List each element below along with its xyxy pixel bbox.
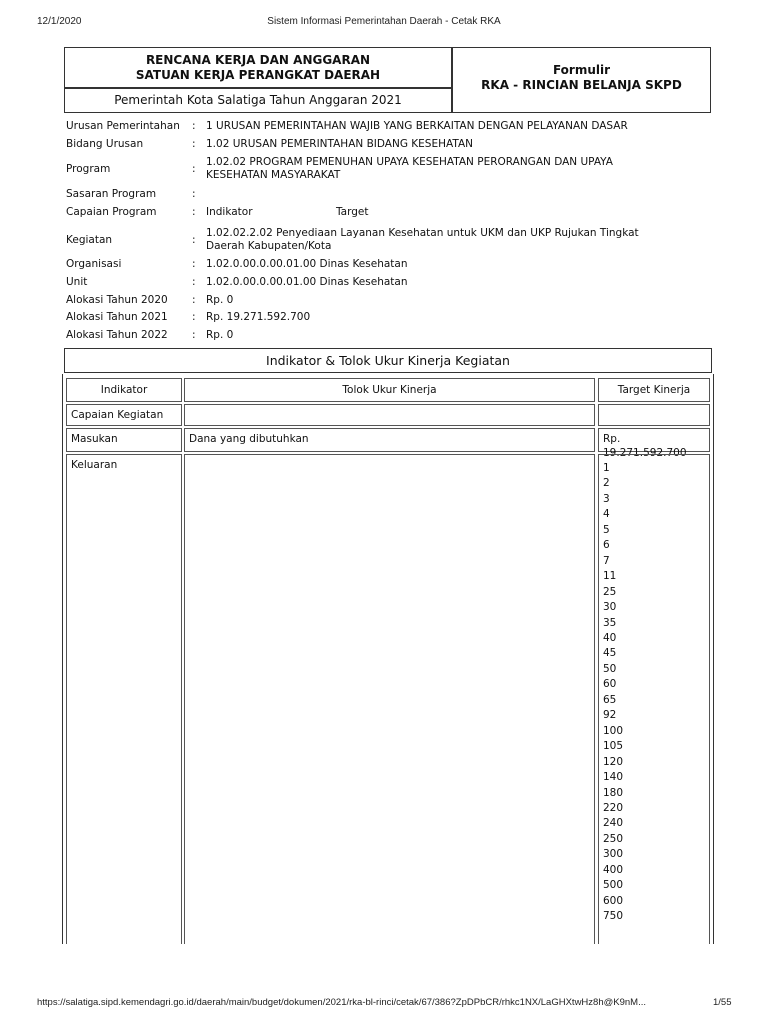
info-colon: : (192, 138, 196, 150)
table-row-keluaran-tolok (184, 454, 595, 944)
info-label: Urusan Pemerintahan (66, 120, 180, 132)
info-value: 1.02.02 PROGRAM PEMENUHAN UPAYA KESEHATAN PERORANGAN DAN UPAYA KESEHATAN MASYARAKAT (206, 156, 613, 181)
table-row-capaian-indikator: Capaian Kegiatan (66, 404, 182, 426)
form-label: Formulir (552, 63, 611, 77)
list-item: 45 (603, 647, 617, 660)
keluaran-target-list (603, 461, 705, 925)
list-item: 11 (603, 570, 617, 583)
form-name-box (452, 47, 711, 113)
info-value: 1.02 URUSAN PEMERINTAHAN BIDANG KESEHATAN (206, 138, 474, 150)
list-item: 120 (603, 755, 624, 768)
list-item: 5 (603, 523, 610, 536)
info-colon: : (192, 163, 196, 175)
info-label: Alokasi Tahun 2020 (66, 294, 168, 306)
list-item: 240 (603, 817, 624, 830)
info-label: Organisasi (66, 258, 122, 270)
info-colon: : (192, 258, 196, 270)
list-item: 220 (603, 801, 624, 814)
info-colon: : (192, 294, 196, 306)
list-item: 400 (603, 863, 624, 876)
list-item: 180 (603, 786, 624, 799)
list-item: 60 (603, 678, 617, 691)
info-label: Bidang Urusan (66, 138, 144, 150)
list-item: 40 (603, 631, 617, 644)
header-title-box (64, 47, 452, 88)
indikator-table-title: Indikator & Tolok Ukur Kinerja Kegiatan (64, 348, 712, 373)
list-item: 105 (603, 740, 624, 753)
list-item: 7 (603, 554, 610, 567)
info-colon: : (192, 188, 196, 200)
info-colon: : (192, 311, 196, 323)
table-row-masukan-target: Rp. 19.271.592.700 (598, 428, 710, 452)
list-item: 250 (603, 832, 624, 845)
table-row-keluaran-indikator: Keluaran (66, 454, 182, 944)
info-value: Rp. 0 (206, 329, 234, 341)
info-value: 1.02.0.00.0.00.01.00 Dinas Kesehatan (206, 258, 408, 270)
capaian-indikator: Indikator (206, 206, 253, 218)
info-value: 1 URUSAN PEMERINTAHAN WAJIB YANG BERKAITAN DENGAN PELAYANAN DASAR (206, 120, 628, 132)
info-value: 1.02.02.2.02 Penyediaan Layanan Kesehatan untuk UKM dan UKP Rujukan Tingkat Daerah Kabupaten/Kota (206, 227, 639, 252)
info-label: Alokasi Tahun 2022 (66, 329, 168, 341)
info-label: Program (66, 163, 111, 175)
info-label: Alokasi Tahun 2021 (66, 311, 168, 323)
info-colon: : (192, 206, 196, 218)
table-row-capaian-tolok (184, 404, 595, 426)
info-value: Rp. 19.271.592.700 (206, 311, 311, 323)
list-item: 25 (603, 585, 617, 598)
list-item: 4 (603, 508, 610, 521)
print-page-title: Sistem Informasi Pemerintahan Daerah - Cetak RKA (267, 16, 501, 27)
info-colon: : (192, 276, 196, 288)
print-url: https://salatiga.sipd.kemendagri.go.id/daerah/main/budget/dokumen/2021/rka-bl-rinci/cetak/67/386?ZpDPbCR/rhkc1NX/LaGHXtwHz8h@K9nM... (37, 997, 646, 1008)
header-title-line2: SATUAN KERJA PERANGKAT DAERAH (135, 68, 381, 82)
info-label: Sasaran Program (66, 188, 157, 200)
list-item: 140 (603, 771, 624, 784)
table-row-masukan-indikator: Masukan (66, 428, 182, 452)
list-item: 300 (603, 848, 624, 861)
info-colon: : (192, 234, 196, 246)
list-item: 600 (603, 894, 624, 907)
list-item: 100 (603, 724, 624, 737)
info-label: Unit (66, 276, 88, 288)
table-row-keluaran-target (598, 454, 710, 944)
table-row-masukan-tolok: Dana yang dibutuhkan (184, 428, 595, 452)
info-value: Rp. 0 (206, 294, 234, 306)
column-header-indikator: Indikator (66, 378, 182, 402)
list-item: 65 (603, 693, 617, 706)
print-date: 12/1/2020 (37, 16, 82, 27)
info-label: Capaian Program (66, 206, 157, 218)
list-item: 50 (603, 662, 617, 675)
list-item: 3 (603, 492, 610, 505)
list-item: 30 (603, 601, 617, 614)
capaian-target: Target (336, 206, 369, 218)
list-item: 1 (603, 462, 610, 474)
table-row-capaian-target (598, 404, 710, 426)
info-value: 1.02.0.00.0.00.01.00 Dinas Kesehatan (206, 276, 408, 288)
header-subtitle: Pemerintah Kota Salatiga Tahun Anggaran 2021 (64, 88, 452, 113)
header-title-line1: RENCANA KERJA DAN ANGGARAN (145, 53, 371, 67)
form-name: RKA - RINCIAN BELANJA SKPD (481, 78, 682, 92)
info-colon: : (192, 120, 196, 132)
list-item: 750 (603, 910, 624, 923)
list-item: 6 (603, 539, 610, 552)
info-label: Kegiatan (66, 234, 113, 246)
list-item: 35 (603, 616, 617, 629)
print-page-number: 1/55 (713, 997, 732, 1008)
info-colon: : (192, 329, 196, 341)
list-item: 92 (603, 709, 617, 722)
column-header-target: Target Kinerja (598, 378, 710, 402)
list-item: 2 (603, 477, 610, 490)
column-header-tolok-ukur: Tolok Ukur Kinerja (184, 378, 595, 402)
list-item: 500 (603, 879, 624, 892)
